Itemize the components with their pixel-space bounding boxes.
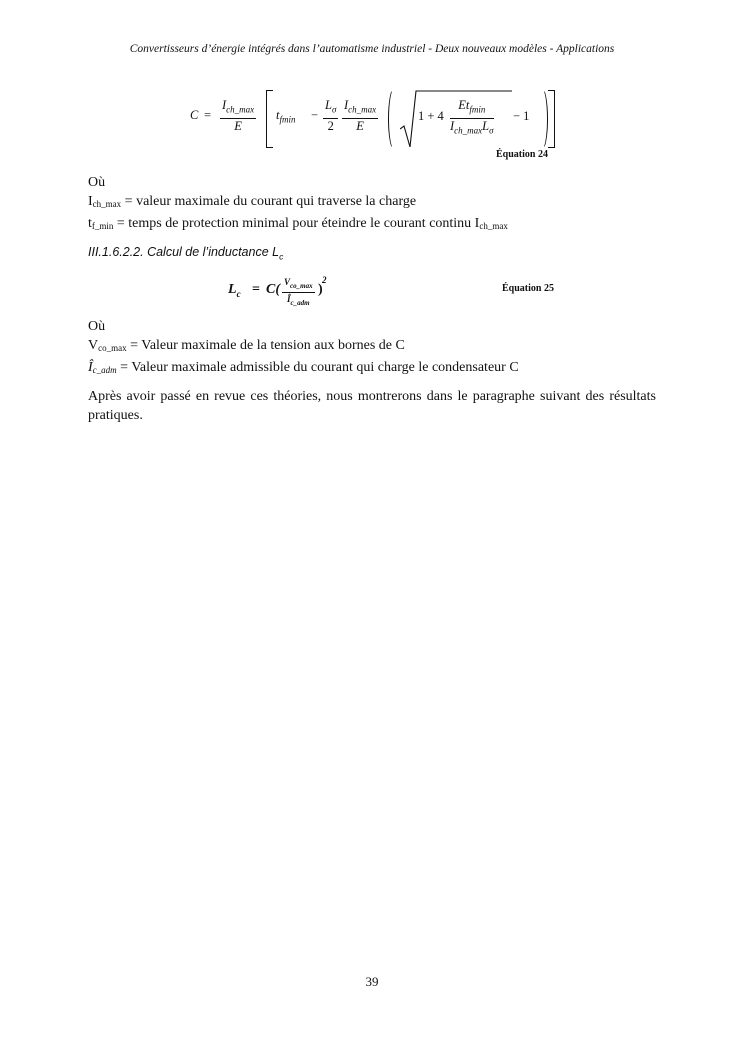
eq24-fraction-lsigma-over-2: $\frac{L_\sigma}{2}$ [325,98,337,133]
equation-25-label: Équation 25 [502,283,554,294]
eq25-close: ) [318,282,323,297]
definition-vco-max: $V_{co\_max}$ = Valeur maximale de la tension aux bornes de C [88,338,405,353]
definitions-2-intro: Où [88,319,106,334]
running-header: Convertisseurs d’énergie intégrés dans l’automatisme industriel - Deux nouveaux modèles - Applications [129,43,615,55]
closing-paragraph: Après avoir passé en revue ces théories, nous montrerons dans le paragraphe suivant des résultats pratiques. [88,389,656,423]
eq24-minus-one: − 1 [513,109,530,123]
eq24-fraction-ich-over-e: $I_{ch\_max}$ E [222,98,255,133]
eq24-lhs: C [190,108,199,122]
definition-ic-adm: $Î_{c\_adm}$ = Valeur maximale admissible du courant qui charge le condensateur C [88,360,519,375]
equation-24 [186,88,566,154]
eq24-equals: = [204,108,212,122]
definitions-block-2 [88,317,519,380]
definitions-block-1 [88,173,508,236]
eq25-equals: = [252,282,260,297]
definition-tf-min: $t_{f\_min}$ = temps de protection minimal pour éteindre le courant continu $I_{ch\_max}$ [88,216,508,231]
eq25-lhs: $L_c$ [228,282,241,299]
eq25-c-open: C( [266,282,280,297]
eq24-right-bracket [548,90,555,148]
eq24-one-plus-four: 1 + 4 [418,109,444,123]
eq24-tfmin: $t_{fmin}$ [276,108,296,125]
eq24-fraction-etfmin: $Et_{fmin}$ $I_{ch\_max}L_\sigma$ [450,98,494,135]
definition-ich-max: $I_{ch\_max}$ = valeur maximale du courant qui traverse la charge [88,194,417,209]
eq24-fraction-ich-over-e-2: $I_{ch\_max}$ E [344,98,377,133]
eq25-fraction: $V_{co\_max}$ $Î_{c\_adm}$ [284,277,313,307]
eq24-left-bracket [266,90,273,148]
eq24-right-paren [536,88,548,150]
eq24-left-paren [388,88,400,150]
eq24-minus: − [311,108,319,122]
equation-24-label: Équation 24 [496,149,548,160]
definitions-1-intro: Où [88,175,106,190]
page-number: 39 [365,974,379,989]
eq25-power: 2 [322,275,327,285]
subsection-heading: III.1.6.2.2. Calcul de l’inductance $L_c$ [88,245,284,262]
